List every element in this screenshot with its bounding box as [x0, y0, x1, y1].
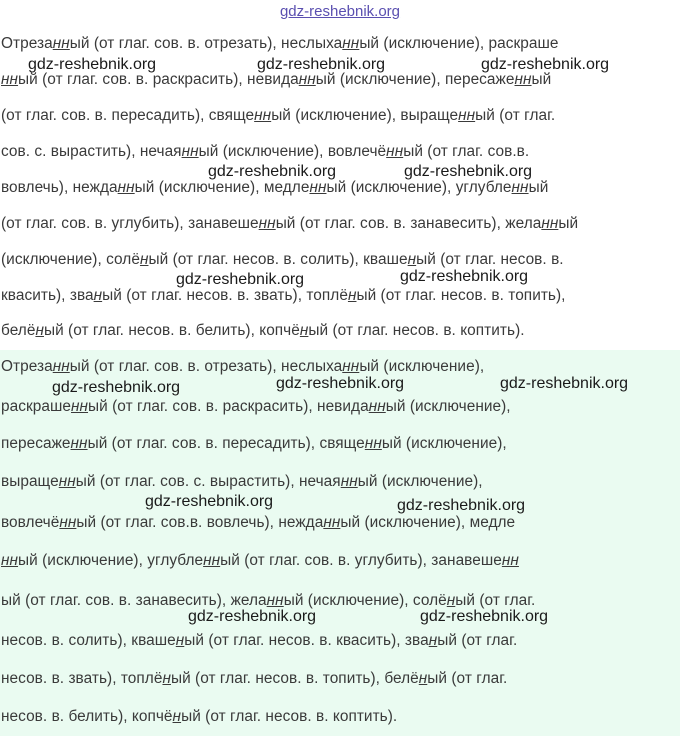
- highlighted-suffix: нн: [458, 107, 476, 124]
- highlighted-suffix: нн: [342, 358, 360, 375]
- text-line: [1, 249, 564, 271]
- text-segment: несов. в. звать), топлё: [1, 670, 163, 687]
- text-segment: ый (от глаг. сов. в. занавесить), жела: [275, 215, 542, 232]
- text-segment: ый (от глаг. несов. в.: [416, 251, 564, 268]
- text-line: [1, 590, 535, 612]
- text-segment: ый (от глаг. несов. в. солить), кваше: [148, 251, 408, 268]
- watermark: gdz-reshebnik.org: [208, 163, 337, 180]
- text-segment: ый (исключение),: [385, 398, 511, 415]
- highlighted-suffix: нн: [70, 435, 88, 452]
- text-segment: квасить), зва: [1, 287, 94, 304]
- text-segment: ый (от глаг. несов. в. коптить).: [308, 322, 525, 339]
- highlighted-suffix: н: [428, 632, 438, 649]
- site-header-link[interactable]: gdz-reshebnik.org: [279, 3, 401, 20]
- watermark: gdz-reshebnik.org: [145, 493, 274, 510]
- text-segment: ый: [558, 215, 579, 232]
- highlighted-suffix: нн: [203, 552, 221, 569]
- text-segment: ый (исключение), солё: [283, 592, 447, 609]
- highlighted-suffix: н: [35, 322, 44, 339]
- text-segment: ый (от глаг. сов. в. отрезать), неслыха: [69, 358, 343, 375]
- highlighted-suffix: нн: [368, 398, 386, 415]
- text-segment: сов. с. вырастить), нечая: [1, 143, 182, 160]
- text-segment: ый (от глаг. несов. в. белить), копчё: [43, 322, 300, 339]
- text-segment: ый (от глаг. сов. в. раскрасить), невида: [88, 398, 369, 415]
- text-segment: ый (от глаг. несов. в. квасить), зва: [184, 632, 429, 649]
- text-segment: ый (от глаг. несов. в. коптить).: [181, 708, 398, 725]
- text-line: [1, 320, 525, 342]
- text-segment: ый (от глаг. несов. в. топить), белё: [170, 670, 419, 687]
- text-line: [1, 69, 551, 91]
- highlighted-suffix: нн: [181, 143, 199, 160]
- text-line: [1, 285, 566, 307]
- highlighted-suffix: нн: [541, 215, 559, 232]
- highlighted-suffix: н: [175, 632, 185, 649]
- text-segment: (исключение), солё: [1, 251, 140, 268]
- watermark: gdz-reshebnik.org: [257, 56, 386, 73]
- text-segment: ый (исключение), медле: [134, 179, 310, 196]
- highlighted-suffix: нн: [258, 215, 276, 232]
- highlighted-suffix: нн: [323, 514, 341, 531]
- highlighted-suffix: нн: [501, 552, 519, 569]
- text-segment: ый (исключение),: [381, 435, 507, 452]
- text-line: [1, 356, 484, 378]
- watermark: gdz-reshebnik.org: [397, 497, 526, 514]
- text-line: [1, 706, 397, 728]
- text-segment: ый (от глаг. сов. в. пересадить), свяще: [87, 435, 365, 452]
- watermark: gdz-reshebnik.org: [481, 56, 610, 73]
- text-segment: ый (от глаг. сов.в.: [403, 143, 530, 160]
- highlighted-suffix: нн: [309, 179, 327, 196]
- text-segment: ый: [531, 71, 552, 88]
- text-segment: вовлечё: [1, 514, 60, 531]
- text-segment: Отреза: [1, 35, 53, 52]
- text-segment: ый (исключение), выраще: [271, 107, 459, 124]
- text-line: [1, 141, 529, 163]
- text-line: [1, 668, 507, 690]
- highlighted-suffix: нн: [511, 179, 529, 196]
- watermark: gdz-reshebnik.org: [500, 375, 629, 392]
- text-segment: ый (от глаг.: [427, 670, 508, 687]
- text-segment: ый (от глаг. сов. с. вырастить), нечая: [75, 473, 341, 490]
- highlighted-suffix: нн: [514, 71, 532, 88]
- text-segment: ый (исключение), углубле: [326, 179, 512, 196]
- text-segment: ый (исключение),: [359, 358, 485, 375]
- text-segment: ый (от глаг. несов. в. топить),: [356, 287, 566, 304]
- text-segment: вовлечь), нежда: [1, 179, 118, 196]
- watermark: gdz-reshebnik.org: [188, 608, 317, 625]
- watermark: gdz-reshebnik.org: [52, 379, 181, 396]
- highlighted-suffix: н: [139, 251, 149, 268]
- text-segment: (от глаг. сов. в. пересадить), свяще: [1, 107, 255, 124]
- watermark: gdz-reshebnik.org: [420, 608, 549, 625]
- text-segment: раскраше: [1, 398, 71, 415]
- watermark: gdz-reshebnik.org: [28, 56, 157, 73]
- highlighted-suffix: нн: [58, 473, 76, 490]
- text-line: [1, 512, 515, 534]
- highlighted-suffix: нн: [1, 552, 19, 569]
- text-segment: ый (исключение), медле: [340, 514, 516, 531]
- text-segment: ый (исключение), пересаже: [315, 71, 515, 88]
- highlighted-suffix: н: [407, 251, 417, 268]
- highlighted-suffix: нн: [386, 143, 404, 160]
- text-line: [1, 630, 517, 652]
- text-segment: ый (от глаг. сов. в. занавесить), жела: [1, 592, 267, 609]
- watermark: gdz-reshebnik.org: [276, 375, 405, 392]
- highlighted-suffix: нн: [342, 35, 360, 52]
- text-segment: ый (исключение), раскраше: [359, 35, 559, 52]
- text-segment: Отреза: [1, 358, 53, 375]
- highlighted-suffix: нн: [298, 71, 316, 88]
- highlighted-suffix: нн: [364, 435, 382, 452]
- text-line: [1, 396, 511, 418]
- text-segment: ый (исключение), углубле: [18, 552, 204, 569]
- text-segment: ый (от глаг. сов. в. углубить), занавеше: [220, 552, 502, 569]
- watermark: gdz-reshebnik.org: [400, 268, 529, 285]
- text-segment: (от глаг. сов. в. углубить), занавеше: [1, 215, 259, 232]
- highlighted-suffix: нн: [52, 35, 70, 52]
- highlighted-suffix: н: [172, 708, 182, 725]
- text-segment: ый (исключение),: [357, 473, 483, 490]
- text-segment: ый (от глаг.: [437, 632, 518, 649]
- highlighted-suffix: нн: [1, 71, 19, 88]
- text-segment: ый (от глаг. несов. в. звать), топлё: [102, 287, 348, 304]
- text-segment: ый (от глаг. сов.в. вовлечь), нежда: [76, 514, 324, 531]
- text-line: [1, 213, 578, 235]
- highlighted-suffix: н: [93, 287, 103, 304]
- text-segment: ый: [528, 179, 549, 196]
- highlighted-suffix: н: [418, 670, 428, 687]
- highlighted-suffix: нн: [59, 514, 77, 531]
- highlighted-suffix: н: [299, 322, 309, 339]
- text-segment: ый (исключение), вовлечё: [198, 143, 387, 160]
- highlighted-suffix: нн: [340, 473, 358, 490]
- watermark: gdz-reshebnik.org: [176, 271, 305, 288]
- highlighted-suffix: нн: [254, 107, 272, 124]
- highlighted-suffix: н: [162, 670, 171, 687]
- text-segment: несов. в. белить), копчё: [1, 708, 173, 725]
- watermark: gdz-reshebnik.org: [404, 163, 533, 180]
- highlighted-suffix: нн: [70, 398, 89, 415]
- text-segment: белё: [1, 322, 36, 339]
- text-line: [1, 177, 548, 199]
- highlighted-suffix: нн: [117, 179, 135, 196]
- text-segment: ый (от глаг. сов. в. отрезать), неслыха: [69, 35, 343, 52]
- highlighted-suffix: н: [446, 592, 456, 609]
- text-line: [1, 33, 559, 55]
- text-line: [1, 471, 483, 493]
- text-line: [1, 550, 519, 572]
- highlighted-suffix: н: [347, 287, 357, 304]
- highlighted-suffix: нн: [52, 358, 70, 375]
- text-segment: выраще: [1, 473, 59, 490]
- text-line: [1, 105, 555, 127]
- highlighted-suffix: нн: [266, 592, 284, 609]
- text-line: [1, 433, 507, 455]
- text-segment: несов. в. солить), кваше: [1, 632, 176, 649]
- text-segment: ый (от глаг. сов. в. раскрасить), невида: [18, 71, 299, 88]
- text-segment: ый (от глаг.: [475, 107, 556, 124]
- text-segment: пересаже: [1, 435, 71, 452]
- text-segment: ый (от глаг.: [455, 592, 536, 609]
